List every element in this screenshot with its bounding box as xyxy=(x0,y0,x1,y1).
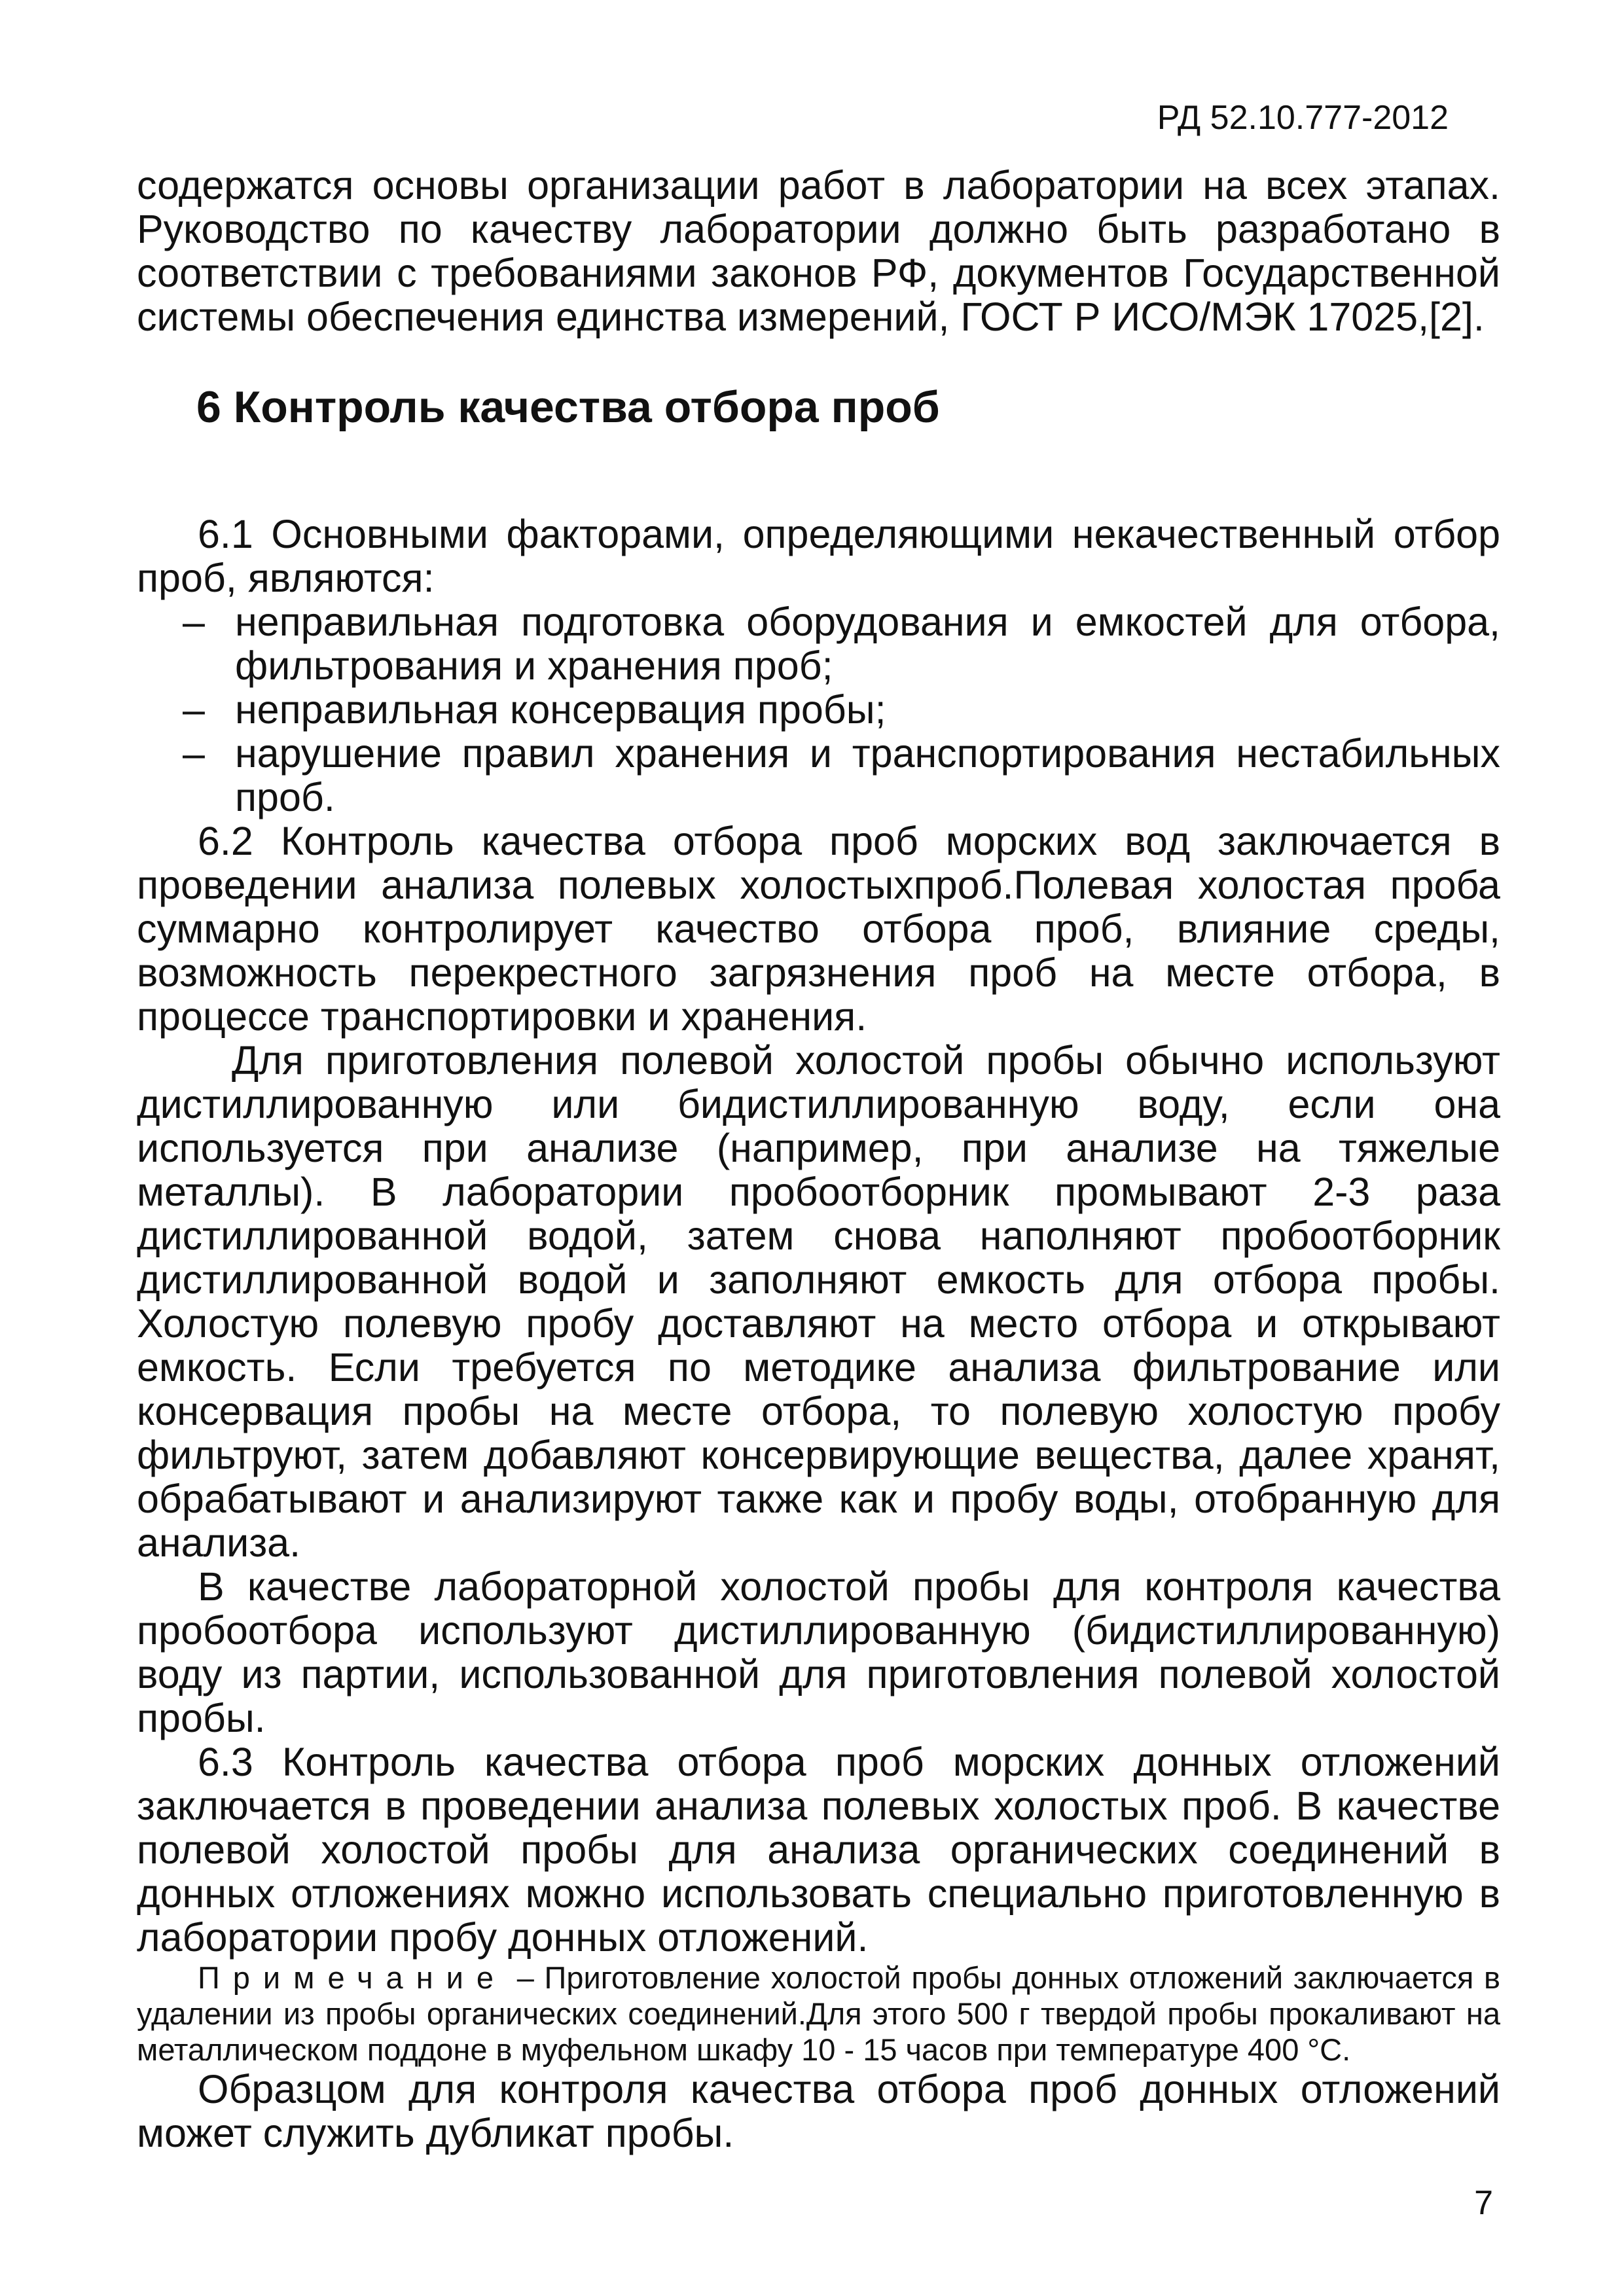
section-heading: 6 Контроль качества отбора проб xyxy=(196,382,940,432)
dash-marker: – xyxy=(183,731,205,776)
paragraph-6-1: 6.1 Основными факторами, определяющими некачественный отбор проб, являются: xyxy=(137,512,1500,600)
paragraph-6-2: 6.2 Контроль качества отбора проб морских вод заключается в проведении анализа полевых холостыхпроб.Полевая холостая проба суммарно контролирует качество отбора проб, влияние среды, возможность перекрестного загрязнения проб на месте отбора, в процессе транспортировки и хранения. xyxy=(137,819,1500,1039)
list-item xyxy=(137,600,1500,688)
paragraph-duplicate: Образцом для контроля качества отбора проб донных отложений может служить дубликат пробы. xyxy=(137,2067,1500,2155)
dash-marker: – xyxy=(183,687,205,732)
paragraph-lab-blank: В качестве лабораторной холостой пробы для контроля качества пробоотбора используют дистиллированную (бидистиллированную) воду из партии, использованной для приготовления полевой холостой пробы. xyxy=(137,1564,1500,1740)
list-item xyxy=(137,732,1500,819)
dash-marker: – xyxy=(183,600,205,644)
section-body xyxy=(137,512,1500,2155)
page-number: 7 xyxy=(1474,2184,1493,2222)
note-label: Примечание xyxy=(198,1960,507,1995)
document-code: РД 52.10.777-2012 xyxy=(1157,99,1449,137)
list-item-text: нарушение правил хранения и транспортирования нестабильных проб. xyxy=(235,731,1500,819)
paragraph-6-3: 6.3 Контроль качества отбора проб морских донных отложений заключается в проведении анализа полевых холостых проб. В качестве полевой холостой пробы для анализа органических соединений в донных отложениях можно использовать специально приготовленную в лаборатории пробу донных отложений. xyxy=(137,1740,1500,1960)
list-item-text: неправильная подготовка оборудования и емкостей для отбора, фильтрования и хранения проб; xyxy=(235,600,1500,688)
note-text: – Приготовление холостой пробы донных отложений заключается в удалении из пробы органических соединений.Для этого 500 г твердой пробы прокаливают на металлическом поддоне в муфельном шкафу 10 - 15 часов при температуре 400 °С. xyxy=(137,1960,1500,2067)
note-paragraph xyxy=(137,1960,1500,2068)
factor-list xyxy=(137,600,1500,819)
intro-paragraph: содержатся основы организации работ в лаборатории на всех этапах. Руководство по качеству лаборатории должно быть разработано в соответствии с требованиями законов РФ, документов Государственной системы обеспечения единства измерений, ГОСТ Р ИСО/МЭК 17025,[2]. xyxy=(137,163,1500,339)
list-item-text: неправильная консервация пробы; xyxy=(235,687,886,732)
paragraph-field-blank: Для приготовления полевой холостой пробы обычно используют дистиллированную или бидистиллированную воду, если она используется при анализе (например, при анализе на тяжелые металлы). В лаборатории пробоотборник промывают 2-3 раза дистиллированной водой, затем снова наполняют пробоотборник дистиллированной водой и заполняют емкость для отбора пробы. Холостую полевую пробу доставляют на место отбора и открывают емкость. Если требуется по методике анализа фильтрование или консервация пробы на месте отбора, то полевую холостую пробу фильтруют, затем добавляют консервирующие вещества, далее хранят, обрабатывают и анализируют также как и пробу воды, отобранную для анализа. xyxy=(137,1038,1500,1565)
intro-block xyxy=(137,164,1500,339)
list-item xyxy=(137,688,1500,732)
